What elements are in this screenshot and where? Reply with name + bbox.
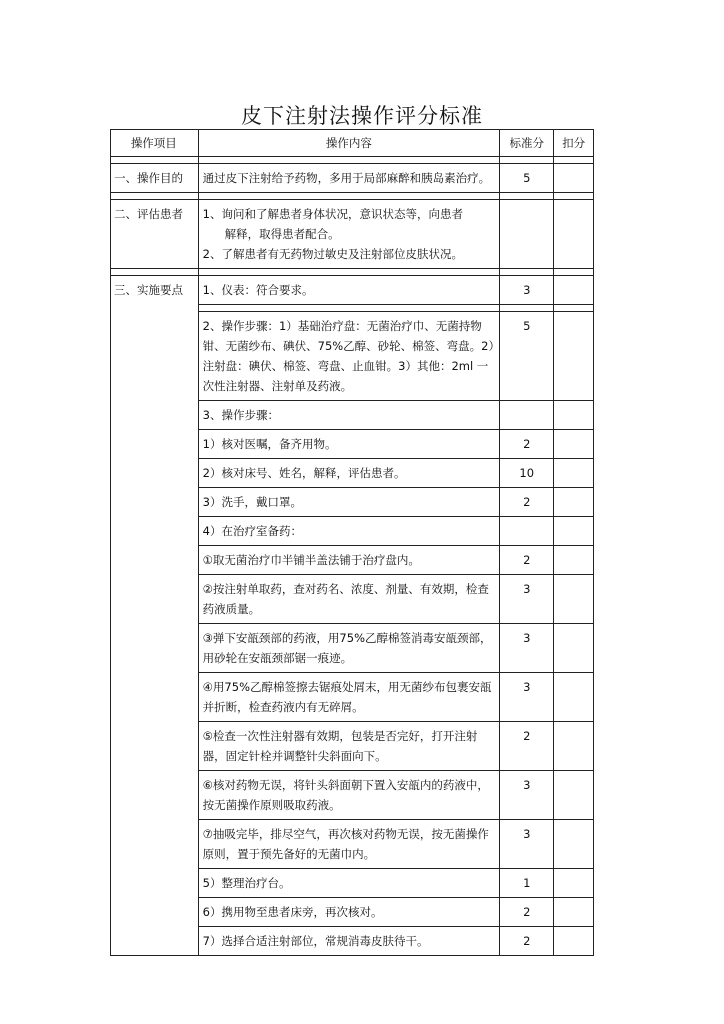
row-score bbox=[500, 517, 554, 546]
row-deduction bbox=[554, 276, 594, 305]
row-content: 3、操作步骤： bbox=[198, 401, 500, 430]
row-deduction bbox=[554, 312, 594, 401]
header-score: 标准分 bbox=[500, 130, 554, 157]
table-row bbox=[111, 673, 594, 722]
section-name: 一、操作目的 bbox=[111, 164, 199, 193]
table-row bbox=[111, 430, 594, 459]
scoring-table bbox=[110, 129, 594, 956]
row-score: 3 bbox=[500, 673, 554, 722]
row-content: 6）携用物至患者床旁，再次核对。 bbox=[198, 898, 500, 927]
row-score: 3 bbox=[500, 624, 554, 673]
row-deduction bbox=[554, 546, 594, 575]
table-row bbox=[111, 771, 594, 820]
table-row bbox=[111, 927, 594, 956]
table-row bbox=[111, 722, 594, 771]
row-deduction bbox=[554, 927, 594, 956]
row-content: 1、仪表：符合要求。 bbox=[198, 276, 500, 305]
table-row bbox=[111, 312, 594, 401]
table-header-row bbox=[111, 130, 594, 157]
row-content: ③弹下安瓿颈部的药液，用75%乙醇棉签消毒安瓿颈部，用砂轮在安瓿颈部锯一痕迹。 bbox=[198, 624, 500, 673]
row-deduction bbox=[554, 459, 594, 488]
content-line: 2、了解患者有无药物过敏史及注射部位皮肤状况。 bbox=[202, 247, 463, 261]
row-content bbox=[198, 200, 500, 269]
row-content: 2）核对床号、姓名，解释，评估患者。 bbox=[198, 459, 500, 488]
table-row bbox=[111, 488, 594, 517]
row-deduction bbox=[554, 820, 594, 869]
row-content: 3）洗手，戴口罩。 bbox=[198, 488, 500, 517]
row-content: ⑥核对药物无误，将针头斜面朝下置入安瓿内的药液中，按无菌操作原则吸取药液。 bbox=[198, 771, 500, 820]
row-deduction bbox=[554, 430, 594, 459]
header-content: 操作内容 bbox=[198, 130, 500, 157]
table-row bbox=[111, 898, 594, 927]
table-row bbox=[111, 517, 594, 546]
row-content: 通过皮下注射给予药物，多用于局部麻醉和胰岛素治疗。 bbox=[198, 164, 500, 193]
row-score: 3 bbox=[500, 276, 554, 305]
row-score: 2 bbox=[500, 722, 554, 771]
section-name: 三、实施要点 bbox=[111, 276, 199, 305]
row-deduction bbox=[554, 624, 594, 673]
table-row bbox=[111, 624, 594, 673]
row-content: ⑤检查一次性注射器有效期，包装是否完好，打开注射器，固定针栓并调整针尖斜面向下。 bbox=[198, 722, 500, 771]
row-deduction bbox=[554, 722, 594, 771]
row-content: ②按注射单取药，查对药名、浓度、剂量、有效期，检查药液质量。 bbox=[198, 575, 500, 624]
row-deduction bbox=[554, 771, 594, 820]
row-deduction bbox=[554, 898, 594, 927]
table-row bbox=[111, 820, 594, 869]
row-score: 10 bbox=[500, 459, 554, 488]
row-score: 3 bbox=[500, 575, 554, 624]
row-deduction bbox=[554, 401, 594, 430]
row-score: 1 bbox=[500, 869, 554, 898]
table-row bbox=[111, 164, 594, 193]
row-score: 3 bbox=[500, 771, 554, 820]
row-content: ⑦抽吸完毕，排尽空气，再次核对药物无误，按无菌操作原则，置于预先备好的无菌巾内。 bbox=[198, 820, 500, 869]
table-row bbox=[111, 200, 594, 269]
row-score: 2 bbox=[500, 430, 554, 459]
row-score: 2 bbox=[500, 927, 554, 956]
row-content: 7）选择合适注射部位，常规消毒皮肤待干。 bbox=[198, 927, 500, 956]
header-deduction: 扣分 bbox=[554, 130, 594, 157]
row-score bbox=[500, 401, 554, 430]
row-content: 4）在治疗室备药： bbox=[198, 517, 500, 546]
row-score: 2 bbox=[500, 546, 554, 575]
content-line: 解释，取得患者配合。 bbox=[224, 227, 340, 241]
table-row bbox=[111, 276, 594, 305]
table-row bbox=[111, 401, 594, 430]
row-deduction bbox=[554, 488, 594, 517]
page-title: 皮下注射法操作评分标准 bbox=[241, 104, 483, 128]
row-score: 5 bbox=[500, 164, 554, 193]
row-score: 2 bbox=[500, 898, 554, 927]
row-deduction bbox=[554, 869, 594, 898]
content-line: 1、询问和了解患者身体状况，意识状态等，向患者 bbox=[202, 207, 463, 221]
row-score: 2 bbox=[500, 488, 554, 517]
table-row bbox=[111, 575, 594, 624]
header-item: 操作项目 bbox=[111, 130, 199, 157]
row-deduction bbox=[554, 673, 594, 722]
table-row bbox=[111, 869, 594, 898]
row-score: 5 bbox=[500, 312, 554, 401]
row-deduction bbox=[554, 200, 594, 269]
row-deduction bbox=[554, 517, 594, 546]
table-row bbox=[111, 546, 594, 575]
row-deduction bbox=[554, 164, 594, 193]
row-score: 3 bbox=[500, 820, 554, 869]
section-name: 二、评估患者 bbox=[111, 200, 199, 269]
row-content: 1）核对医嘱，备齐用物。 bbox=[198, 430, 500, 459]
row-score bbox=[500, 200, 554, 269]
table-row bbox=[111, 459, 594, 488]
row-content: 2、操作步骤：1）基础治疗盘：无菌治疗巾、无菌持物钳、无菌纱布、碘伏、75%乙醇、砂轮、棉签、弯盘。2）注射盘：碘伏、棉签、弯盘、止血钳。3）其他：2ml 一次性注射器、注射单及药液。 bbox=[198, 312, 500, 401]
row-content: ①取无菌治疗巾半铺半盖法铺于治疗盘内。 bbox=[198, 546, 500, 575]
row-deduction bbox=[554, 575, 594, 624]
row-content: ④用75%乙醇棉签擦去锯痕处屑末，用无菌纱布包裹安瓿并折断，检查药液内有无碎屑。 bbox=[198, 673, 500, 722]
row-content: 5）整理治疗台。 bbox=[198, 869, 500, 898]
